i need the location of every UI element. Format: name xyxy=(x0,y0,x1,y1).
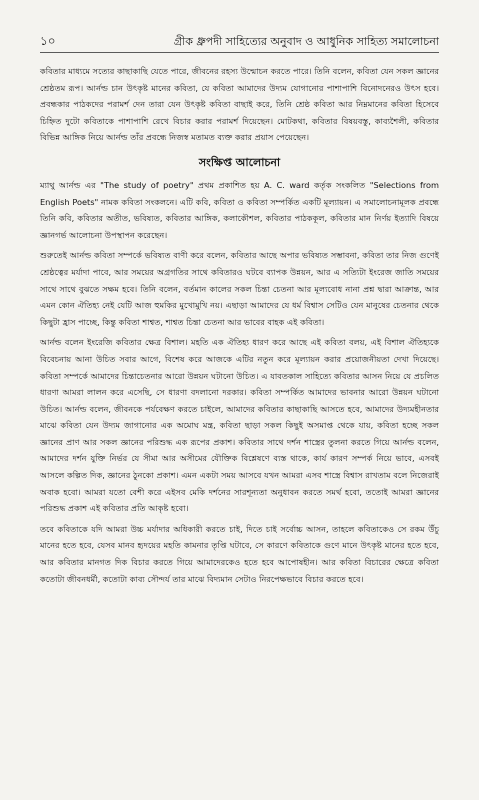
section-heading: সংক্ষিপ্ত আলোচনা xyxy=(198,155,281,169)
page-number: ১০ xyxy=(40,34,56,48)
body-paragraph-3: আর্নল্ড বলেন ইংরেজি কবিতার ক্ষেত্র বিশাল। মহতি এক ঐতিহ্য ধারণ করে আছে এই কবিতা বলয়, এই বিশাল ঐতিহ্যকে বিবেচনায় আনা উচিত সবার আগে, বিশেষ করে আজকে এটির নতুন করে মূল্যায়ন করার প্রয়োজনীয়তা দেখা দিয়েছে। কবিতা সম্পর্কে আমাদের চিন্তাচেতনার আরো উন্নয়ন ঘটানো উচিত। এ যাবতকাল সাহিত্যে কবিতার আসন নিয়ে যে প্রচলিত ধারণা আমরা লালন করে এসেছি, সে ধারণা বদলানো দরকার। কবিতা সম্পর্কিত আমাদের ভাবনার আরো উন্নয়ন ঘটানো উচিত। আর্নল্ড বলেন, জীবনকে পর্যবেক্ষণ করতে চাইলে, আমাদের কবিতার কাছাকাছি আসতে হবে, আমাদের উদ্যমহীনতার মাঝে কবিতা যেন উদ্যম জাগানোর এক অমোঘ মন্ত্র, কবিতা ছাড়া সকল কিছুই অসমাপ্ত থেকে যায়, কবিতা হচ্ছে সকল জ্ঞানের প্রাণ আর সকল জ্ঞানের পরিশুদ্ধ এক রূপের প্রকাশ। কবিতার সাথে দর্শন শাস্ত্রের তুলনা করতে গিয়ে আর্নল্ড বলেন, আমাদের দর্শন যুক্তি নির্ভর যে সীমা আর অসীমের যৌক্তিক বিশ্লেষণে ব্যস্ত থাকে, কার্য কারণ সম্পর্ক নিয়ে ভাবে, এসবই আসলে কল্পিত দিক, জ্ঞানের ঠুনকো প্রকাশ। এমন একটা সময় আসবে যখন আমরা এসব শাস্ত্রে বিশ্বাস রাখতাম বলে নিজেরাই অবাক হবো। আমরা যতো বেশী করে এইসব মেকি দর্শনের সারশূন্যতা অনুধাবন করতে সমর্থ হবো, ততোই আমরা জ্ঞানের পরিশুদ্ধ প্রকাশ এই কবিতার প্রতি আকৃষ্ট হবো। xyxy=(40,337,439,514)
running-header-title: গ্রীক ধ্রুপদী সাহিত্যের অনুবাদ ও আধুনিক সাহিত্য সমালোচনা xyxy=(173,35,439,48)
running-header xyxy=(40,34,439,53)
intro-paragraph: কবিতার মাধ্যমে সত্যের কাছাকাছি যেতে পারে, জীবনের রহস্য উন্মোচন করতে পারে। তিনি বলেন, কবিতা যেন সকল জ্ঞানের শ্রেষ্ঠতম রূপ। আর্নল্ড চান উৎকৃষ্ট মানের কবিতা, যে কবিতা আমাদের উদ্যম যোগানোর পাশাপাশি বিনোদনেরও উৎস হবে। প্রবন্ধকার পাঠকদের পরামর্শ দেন তারা যেন উৎকৃষ্ট কবিতা বাছাই করে, তিনি শ্রেষ্ঠ কবিতা আর নিম্নমানের কবিতা হিসেবে চিহ্নিত দুটো কবিতাকে পাশাপাশি রেখে বিচার করার পরামর্শ দিয়েছেন। মোটকথা, কবিতার বিষয়বস্তু, কাব্যশৈলী, কবিতার বিভিন্ন আঙ্গিক নিয়ে আর্নল্ড তাঁর প্রবন্ধে নিজস্ব মতামত ব্যক্ত করার প্রয়াস পেয়েছেন। xyxy=(40,66,439,143)
body-paragraph-4: তবে কবিতাকে যদি আমরা উচ্চ মর্যাদার অধিকারী করতে চাই, দিতে চাই সর্বোচ্চ আসন, তাহলে কবিতাকেও সে রকম উঁচু মানের হতে হবে, যেসব মানব হৃদয়ের মহতি কামনার তৃপ্তি ঘটাবে, সে কারণে কবিতাকে গুণে মানে উৎকৃষ্ট মানের হতে হবে, আর কবিতার মানগত দিক বিচার করতে গিয়ে আমাদেরকেও হতে হবে আপোষহীন। আর কবিতা বিচারের ক্ষেত্রে কবিতা কতোটা জীবনধর্মী, কতোটা কাব্য সৌন্দর্য তার মাঝে বিদ্যমান সেটাও নিরপেক্ষভাবে বিচার করতে হবে। xyxy=(40,523,439,584)
body-paragraph-2: শুরুতেই আর্নল্ড কবিতা সম্পর্কে ভবিষ্যত বাণী করে বলেন, কবিতার আছে অপার ভবিষ্যত সম্ভাবনা, কবিতা তার নিজ গুণেই শ্রেষ্ঠত্বের মর্যাদা পাবে, আর সময়ের অগ্রগতির সাথে কবিতারও ঘটবে ব্যাপক উন্নয়ন, আর এ সত্যিটা ইংরেজ জাতি সময়ের সাথে সাথে বুঝতে সক্ষম হবে। তিনি বলেন, বর্তমান কালের সকল চিন্তা চেতনা আর মূল্যবোধ নানা প্রশ্ন দ্বারা আক্রান্ত, আর এমন কোন ঐতিহ্য নেই যেটি আজ হুমকির মুখোমুখি নয়। এছাড়া আমাদের যে ধর্ম বিশ্বাস সেটিও যেন মানুষের চেতনার থেকে কিছুটা হ্রাস পাচ্ছে, কিন্তু কবিতা শাশ্বত, শাশ্বত চিন্তা চেতনা আর ভাবের বাহক এই কবিতা। xyxy=(40,250,439,327)
body-paragraph-1: ম্যাথু আর্নল্ড এর "The study of poetry" প্রথম প্রকাশিত হয় A. C. ward কর্তৃক সংকলিত "Selections from English Poets" নামক কবিতা সংকলনে। এটি কবি, কবিতা ও কবিতা সম্পর্কিত একটি মূল্যায়ন। এ সমালোচনামূলক প্রবন্ধে তিনি কবি, কবিতার অতীত, ভবিষ্যত, কবিতার আঙ্গিক, কলাকৌশল, কবিতার পাঠককূল, কবিতার মান নির্ণয় ইত্যাদি বিষয়ে জ্ঞানগর্ভ আলোচনা উপস্থাপন করেছেন। xyxy=(40,179,439,240)
